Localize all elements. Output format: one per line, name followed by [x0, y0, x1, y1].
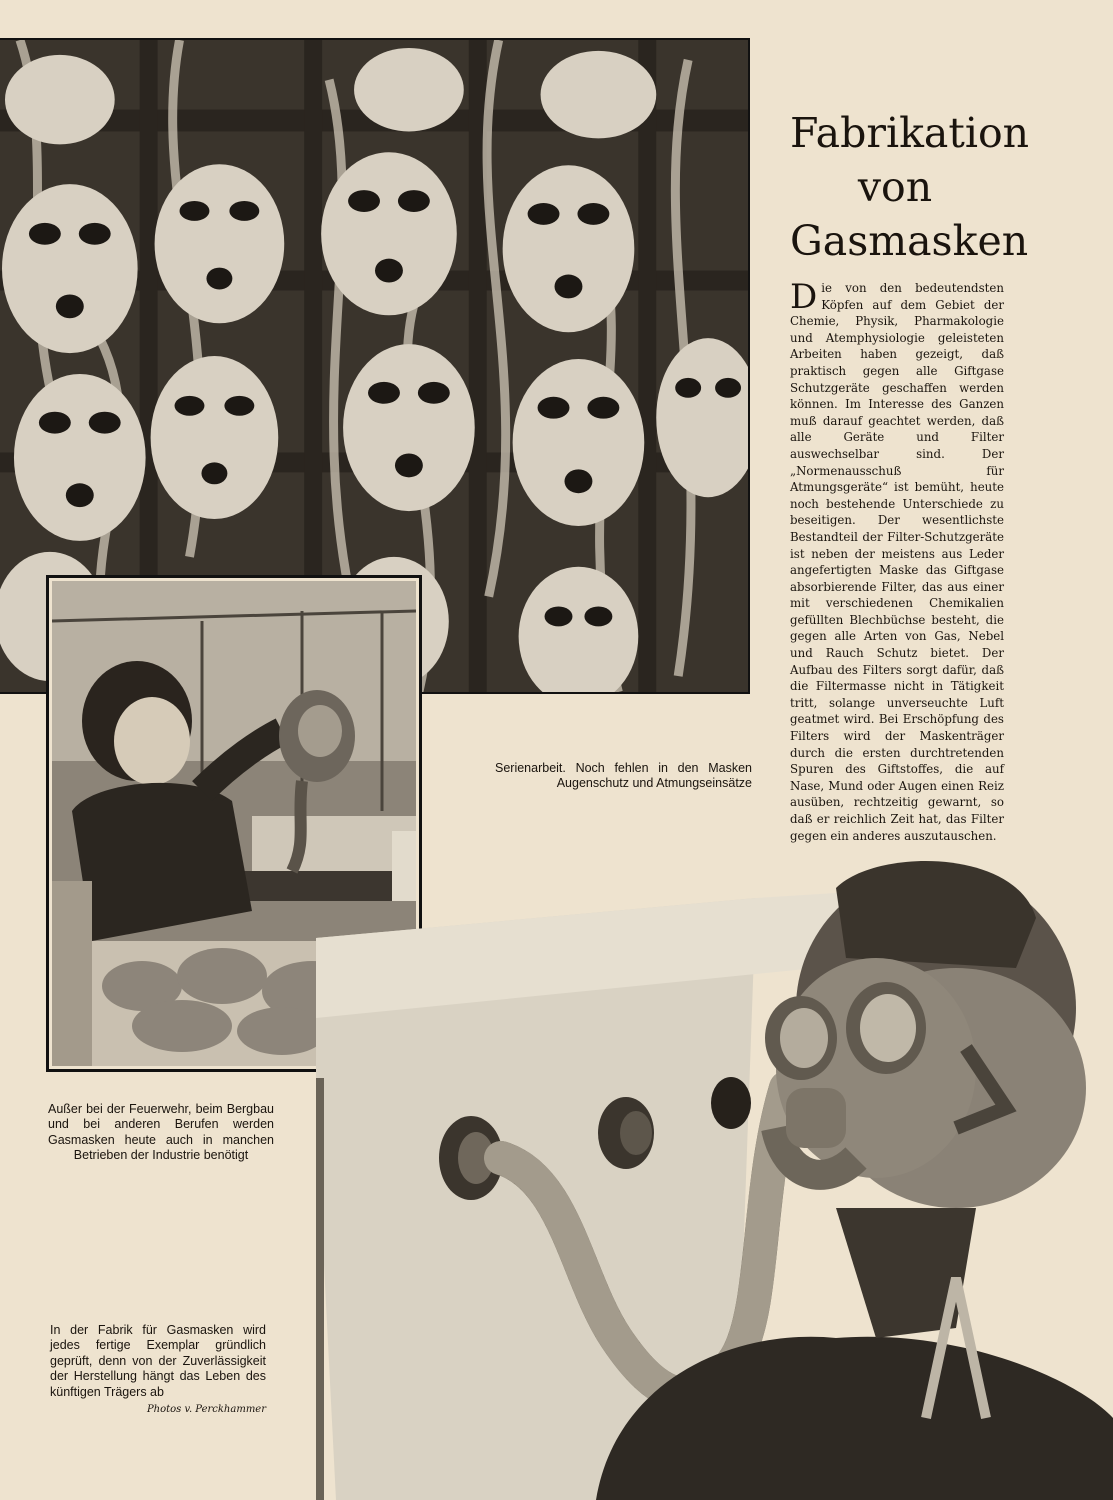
title-line-1: Fabrikation: [790, 109, 1030, 157]
caption-feuerwehr: Außer bei der Feuerwehr, beim Bergbau und bei anderen Berufen werden Gasmasken heute auch in manchen Betrieben der Industrie benötigt: [48, 1102, 274, 1163]
body-dropcap: D: [790, 277, 818, 317]
title-line-2: von: [857, 163, 933, 211]
article-body: [790, 277, 1004, 844]
body-text: ie von den bedeutendsten Köpfen auf dem Gebiet der Chemie, Physik, Pharmakologie und Atemphysiologie geleisteten Arbeiten haben gezeigt, daß praktisch gegen alle Giftgase Schutzgeräte geschaffen werden können. Im Interesse des Ganzen muß darauf geachtet werden, daß alle Geräte und Filter auswechselbar sind. Der „Normenausschuß für Atmungsgeräte“ ist bemüht, heute noch bestehende Unterschiede zu beseitigen. Der wesentlichste Bestandteil der Filter-Schutzgeräte ist neben der meistens aus Leder angefertigten Maske das Giftgase absorbierende Filter, das aus einer mit verschiedenen Chemikalien gefüllten Blechbüchse besteht, die gegen alle Arten von Gas, Nebel und Rauch Schutz bietet. Der Aufbau des Filters sorgt dafür, daß die Filtermasse nicht in Tätigkeit tritt, solange unverseuchte Luft geatmet wird. Bei Erschöpfung des Filters wird der Maskenträger durch die ersten durchtretenden Spuren des Giftstoffes, die auf Nase, Mund oder Augen einen Reiz ausüben, rechtzeitig gewarnt, so daß er reichlich Zeit hat, das Filter gegen ein anderes auszutauschen.: [790, 281, 1004, 843]
article-title: [790, 106, 1030, 268]
photo-credit: Photos v. Perckhammer: [146, 1404, 266, 1416]
caption-fabrik: [50, 1323, 266, 1417]
caption-serienarbeit: Serienarbeit. Noch fehlen in den Masken Augenschutz und Atmungseinsätze: [495, 761, 752, 791]
title-line-3: Gasmasken: [790, 217, 1029, 265]
photo-mask-test: [316, 858, 1113, 1500]
caption-fabrik-text: In der Fabrik für Gasmasken wird jedes fertige Exemplar gründlich geprüft, denn von der Zuverlässigkeit der Herstellung hängt das Leben des künftigen Trägers ab: [50, 1323, 266, 1399]
